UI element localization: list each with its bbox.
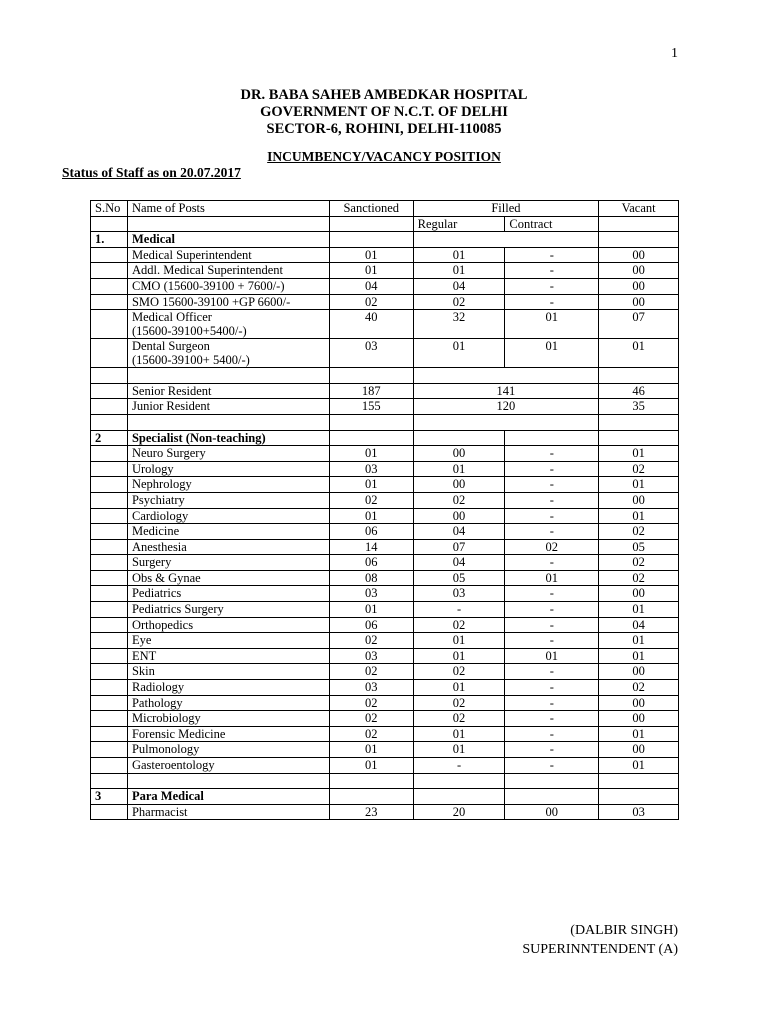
spacer-row	[91, 368, 679, 384]
government-name: GOVERNMENT OF N.C.T. OF DELHI	[260, 104, 508, 120]
status-date-line: Status of Staff as on 20.07.2017	[62, 165, 241, 180]
vacant-value: 01	[599, 602, 679, 618]
table-row	[91, 383, 679, 399]
sanctioned-value: 03	[329, 339, 413, 368]
table-row	[91, 804, 679, 820]
hospital-address: SECTOR-6, ROHINI, DELHI-110085	[266, 121, 502, 137]
regular-value: 02	[413, 294, 505, 310]
post-name: Forensic Medicine	[127, 726, 329, 742]
section-row-paramedical	[91, 789, 679, 805]
sanctioned-value: 06	[329, 524, 413, 540]
sanctioned-value: 06	[329, 617, 413, 633]
contract-value: 01	[505, 570, 599, 586]
post-name: Microbiology	[127, 711, 329, 727]
sanctioned-value: 02	[329, 711, 413, 727]
regular-value: 01	[413, 263, 505, 279]
post-name: Radiology	[127, 680, 329, 696]
post-name: ENT	[127, 648, 329, 664]
contract-value: 01	[505, 310, 599, 339]
table-row	[91, 247, 679, 263]
header-contract: Contract	[505, 216, 599, 232]
filled-value: 120	[413, 399, 599, 415]
regular-value: 01	[413, 633, 505, 649]
table-row	[91, 695, 679, 711]
post-name: Urology	[127, 461, 329, 477]
vacant-value: 03	[599, 804, 679, 820]
post-name: Dental Surgeon (15600-39100+ 5400/-)	[127, 339, 329, 368]
contract-value: -	[505, 617, 599, 633]
table-row	[91, 680, 679, 696]
sanctioned-value: 03	[329, 586, 413, 602]
section-row-specialist	[91, 430, 679, 446]
table-row	[91, 310, 679, 339]
table-row	[91, 446, 679, 462]
post-name: CMO (15600-39100 + 7600/-)	[127, 278, 329, 294]
sanctioned-value: 02	[329, 695, 413, 711]
header-sanctioned: Sanctioned	[329, 201, 413, 217]
table-row	[91, 555, 679, 571]
vacant-value: 01	[599, 758, 679, 774]
header-name-of-posts: Name of Posts	[127, 201, 329, 217]
vacant-value: 00	[599, 247, 679, 263]
sanctioned-value: 02	[329, 633, 413, 649]
contract-value: -	[505, 555, 599, 571]
regular-value: 01	[413, 742, 505, 758]
vacant-value: 00	[599, 586, 679, 602]
sanctioned-value: 03	[329, 680, 413, 696]
regular-value: 01	[413, 461, 505, 477]
post-name: Neuro Surgery	[127, 446, 329, 462]
contract-value: -	[505, 758, 599, 774]
filled-value: 141	[413, 383, 599, 399]
vacant-value: 01	[599, 648, 679, 664]
vacant-value: 02	[599, 555, 679, 571]
vacant-value: 00	[599, 492, 679, 508]
vacant-value: 02	[599, 461, 679, 477]
table-subheader-row	[91, 216, 679, 232]
sanctioned-value: 01	[329, 477, 413, 493]
sanctioned-value: 23	[329, 804, 413, 820]
regular-value: 32	[413, 310, 505, 339]
table-row	[91, 278, 679, 294]
section-sno: 3	[91, 789, 128, 805]
contract-value: 01	[505, 339, 599, 368]
table-row	[91, 742, 679, 758]
section-sno: 1.	[91, 232, 128, 248]
vacant-value: 35	[599, 399, 679, 415]
regular-value: 01	[413, 247, 505, 263]
post-name: Medicine	[127, 524, 329, 540]
regular-value: 00	[413, 477, 505, 493]
document-title: INCUMBENCY/VACANCY POSITION	[267, 149, 501, 164]
post-name: Pediatrics Surgery	[127, 602, 329, 618]
table-row	[91, 726, 679, 742]
sanctioned-value: 08	[329, 570, 413, 586]
contract-value: -	[505, 263, 599, 279]
contract-value: 02	[505, 539, 599, 555]
regular-value: 00	[413, 446, 505, 462]
sanctioned-value: 187	[329, 383, 413, 399]
table-row	[91, 524, 679, 540]
table-row	[91, 570, 679, 586]
vacant-value: 00	[599, 263, 679, 279]
sanctioned-value: 01	[329, 742, 413, 758]
table-row	[91, 664, 679, 680]
post-name: Orthopedics	[127, 617, 329, 633]
vacant-value: 02	[599, 524, 679, 540]
contract-value: -	[505, 477, 599, 493]
vacant-value: 05	[599, 539, 679, 555]
contract-value: -	[505, 294, 599, 310]
regular-value: 03	[413, 586, 505, 602]
vacant-value: 00	[599, 278, 679, 294]
table-header-row	[91, 201, 679, 217]
hospital-name: DR. BABA SAHEB AMBEDKAR HOSPITAL	[240, 87, 528, 103]
vacant-value: 00	[599, 742, 679, 758]
post-name: Pathology	[127, 695, 329, 711]
staff-position-table	[90, 200, 679, 820]
post-name: Gasteroentology	[127, 758, 329, 774]
table-row	[91, 586, 679, 602]
section-row-medical	[91, 232, 679, 248]
post-name: Eye	[127, 633, 329, 649]
table-row	[91, 758, 679, 774]
vacant-value: 02	[599, 570, 679, 586]
table-row	[91, 539, 679, 555]
regular-value: 01	[413, 726, 505, 742]
signatory-name: (DALBIR SINGH)	[570, 923, 678, 938]
regular-value: 02	[413, 711, 505, 727]
contract-value: 00	[505, 804, 599, 820]
post-name: Pharmacist	[127, 804, 329, 820]
sanctioned-value: 06	[329, 555, 413, 571]
vacant-value: 46	[599, 383, 679, 399]
post-name: Surgery	[127, 555, 329, 571]
vacant-value: 01	[599, 633, 679, 649]
spacer-row	[91, 773, 679, 789]
regular-value: 20	[413, 804, 505, 820]
regular-value: 04	[413, 555, 505, 571]
header-vacant: Vacant	[599, 201, 679, 217]
vacant-value: 01	[599, 446, 679, 462]
post-name: Nephrology	[127, 477, 329, 493]
vacant-value: 02	[599, 680, 679, 696]
post-name: SMO 15600-39100 +GP 6600/-	[127, 294, 329, 310]
table-row	[91, 508, 679, 524]
post-name: Cardiology	[127, 508, 329, 524]
regular-value: 00	[413, 508, 505, 524]
vacant-value: 00	[599, 711, 679, 727]
contract-value: -	[505, 524, 599, 540]
table-row	[91, 633, 679, 649]
page-number: 1	[671, 46, 678, 61]
contract-value: -	[505, 602, 599, 618]
sanctioned-value: 01	[329, 602, 413, 618]
contract-value: -	[505, 508, 599, 524]
post-name: Skin	[127, 664, 329, 680]
sanctioned-value: 02	[329, 664, 413, 680]
signatory-designation: SUPERINNTENDENT (A)	[522, 942, 678, 957]
vacant-value: 00	[599, 294, 679, 310]
sanctioned-value: 04	[329, 278, 413, 294]
regular-value: 01	[413, 680, 505, 696]
regular-value: 02	[413, 617, 505, 633]
contract-value: -	[505, 742, 599, 758]
sanctioned-value: 01	[329, 247, 413, 263]
header-filled: Filled	[413, 201, 599, 217]
sanctioned-value: 155	[329, 399, 413, 415]
table-row	[91, 477, 679, 493]
regular-value: 04	[413, 278, 505, 294]
post-name: Medical Officer (15600-39100+5400/-)	[127, 310, 329, 339]
section-title: Para Medical	[127, 789, 329, 805]
header-regular: Regular	[413, 216, 505, 232]
post-name: Addl. Medical Superintendent	[127, 263, 329, 279]
vacant-value: 01	[599, 339, 679, 368]
section-title: Medical	[127, 232, 329, 248]
table-row	[91, 339, 679, 368]
table-row	[91, 294, 679, 310]
table-row	[91, 648, 679, 664]
table-row	[91, 492, 679, 508]
sanctioned-value: 40	[329, 310, 413, 339]
contract-value: -	[505, 278, 599, 294]
sanctioned-value: 01	[329, 758, 413, 774]
vacant-value: 07	[599, 310, 679, 339]
sanctioned-value: 03	[329, 461, 413, 477]
post-name: Junior Resident	[127, 399, 329, 415]
contract-value: -	[505, 633, 599, 649]
sanctioned-value: 02	[329, 726, 413, 742]
contract-value: 01	[505, 648, 599, 664]
table-row	[91, 263, 679, 279]
vacant-value: 00	[599, 664, 679, 680]
regular-value: 02	[413, 492, 505, 508]
regular-value: 07	[413, 539, 505, 555]
post-name: Obs & Gynae	[127, 570, 329, 586]
sanctioned-value: 01	[329, 263, 413, 279]
sanctioned-value: 02	[329, 294, 413, 310]
contract-value: -	[505, 492, 599, 508]
contract-value: -	[505, 680, 599, 696]
contract-value: -	[505, 586, 599, 602]
post-name: Anesthesia	[127, 539, 329, 555]
header-sno: S.No	[91, 201, 128, 217]
post-name: Pulmonology	[127, 742, 329, 758]
table-row	[91, 711, 679, 727]
section-sno: 2	[91, 430, 128, 446]
contract-value: -	[505, 726, 599, 742]
sanctioned-value: 03	[329, 648, 413, 664]
sanctioned-value: 14	[329, 539, 413, 555]
contract-value: -	[505, 461, 599, 477]
table-row	[91, 602, 679, 618]
sanctioned-value: 01	[329, 446, 413, 462]
document-header	[0, 87, 768, 138]
vacant-value: 01	[599, 726, 679, 742]
vacant-value: 04	[599, 617, 679, 633]
sanctioned-value: 01	[329, 508, 413, 524]
post-name: Medical Superintendent	[127, 247, 329, 263]
sanctioned-value: 02	[329, 492, 413, 508]
contract-value: -	[505, 711, 599, 727]
regular-value: -	[413, 758, 505, 774]
regular-value: -	[413, 602, 505, 618]
vacant-value: 01	[599, 508, 679, 524]
regular-value: 05	[413, 570, 505, 586]
regular-value: 04	[413, 524, 505, 540]
contract-value: -	[505, 446, 599, 462]
regular-value: 02	[413, 695, 505, 711]
vacant-value: 00	[599, 695, 679, 711]
post-name: Psychiatry	[127, 492, 329, 508]
table-row	[91, 461, 679, 477]
section-title: Specialist (Non-teaching)	[127, 430, 329, 446]
contract-value: -	[505, 247, 599, 263]
table-row	[91, 617, 679, 633]
table-row	[91, 399, 679, 415]
vacant-value: 01	[599, 477, 679, 493]
spacer-row	[91, 414, 679, 430]
post-name: Pediatrics	[127, 586, 329, 602]
post-name: Senior Resident	[127, 383, 329, 399]
contract-value: -	[505, 664, 599, 680]
regular-value: 01	[413, 339, 505, 368]
regular-value: 02	[413, 664, 505, 680]
regular-value: 01	[413, 648, 505, 664]
contract-value: -	[505, 695, 599, 711]
